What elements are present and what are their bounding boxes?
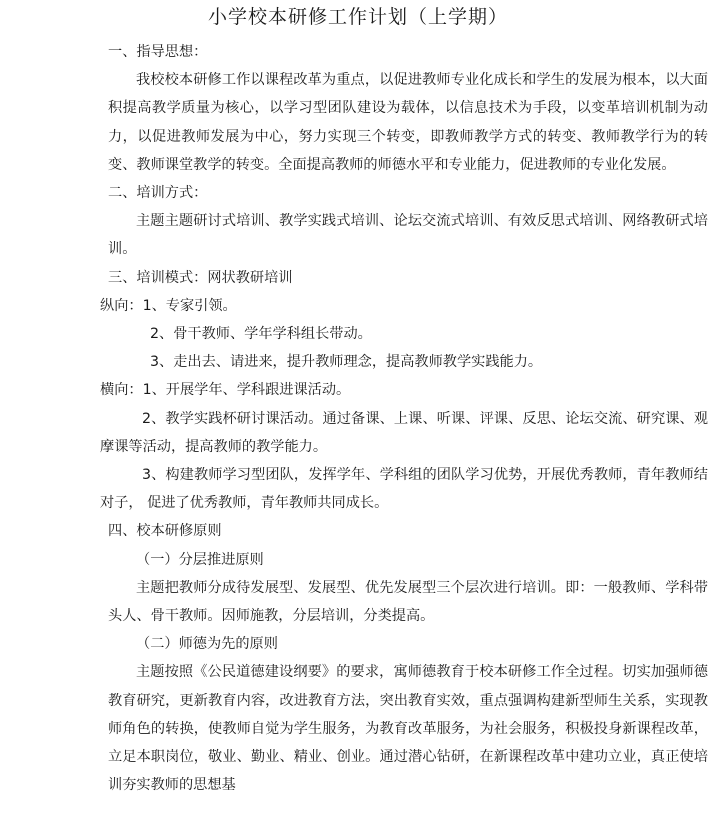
section-3-heading: 三、培训模式：网状教研培训 bbox=[108, 269, 293, 286]
section-1-body: 我校校本研修工作以课程改革为重点，以促进教师专业化成长和学生的发展为根本，以大面积提高教学质量为核心，以学习型团队建设为载体，以信息技术为手段，以变革培训机制为动力，以促进教师发展为中心，努力实现三个转变，即教师教学方式的转变、教师教学行为的转变、教师课堂教学的转变。全面提高教师的师德水平和专业能力，促进教师的专业化发展。 bbox=[108, 72, 708, 173]
section-4-heading: 四、校本研修原则 bbox=[108, 523, 222, 540]
vertical-item-2: 2、骨干教师、学年学科组长带动。 bbox=[150, 326, 372, 343]
horizontal-item-1: 横向：1、开展学年、学科跟进课活动。 bbox=[100, 382, 351, 399]
principle-2-heading: （二）师德为先的原则 bbox=[136, 636, 278, 653]
document-title: 小学校本研修工作计划（上学期） bbox=[207, 6, 508, 28]
horizontal-item-2: 2、教学实践杯研讨课活动。通过备课、上课、听课、评课、反思、论坛交流、研究课、观摩课等活动，提高教师的教学能力。 bbox=[100, 410, 708, 455]
document-body bbox=[100, 38, 708, 799]
principle-1-body: 主题把教师分成待发展型、发展型、优先发展型三个层次进行培训。即：一般教师、学科带头人、骨干教师。因师施教，分层培训，分类提高。 bbox=[108, 579, 708, 625]
section-1-heading: 一、指导思想： bbox=[108, 44, 208, 60]
section-2-body: 主题主题研讨式培训、教学实践式培训、论坛交流式培训、有效反思式培训、网络教研式培训。 bbox=[108, 213, 708, 258]
principle-2-body: 主题按照《公民道德建设纲要》的要求，寓师德教育于校本研修工作全过程。切实加强师德教育研究，更新教育内容，改进教育方法，突出教育实效，重点强调构建新型师生关系，实现教师角色的转换，使教师自觉为学生服务，为教育改革服务，为社会服务，积极投身新课程改革，立足本职岗位，敬业、勤业、精业、创业。通过潜心钻研，在新课程改革中建功立业，真正使培训夯实教师的思想基 bbox=[108, 664, 708, 794]
horizontal-item-3: 3、构建教师学习型团队，发挥学年、学科组的团队学习优势，开展优秀教师，青年教师结对子， 促进了优秀教师，青年教师共同成长。 bbox=[100, 467, 708, 512]
section-2-heading: 二、培训方式： bbox=[108, 185, 208, 202]
principle-1-heading: （一）分层推进原则 bbox=[136, 551, 264, 568]
vertical-item-1: 纵向：1、专家引领。 bbox=[100, 297, 237, 314]
vertical-item-3: 3、走出去、请进来，提升教师理念，提高教师教学实践能力。 bbox=[150, 354, 543, 371]
